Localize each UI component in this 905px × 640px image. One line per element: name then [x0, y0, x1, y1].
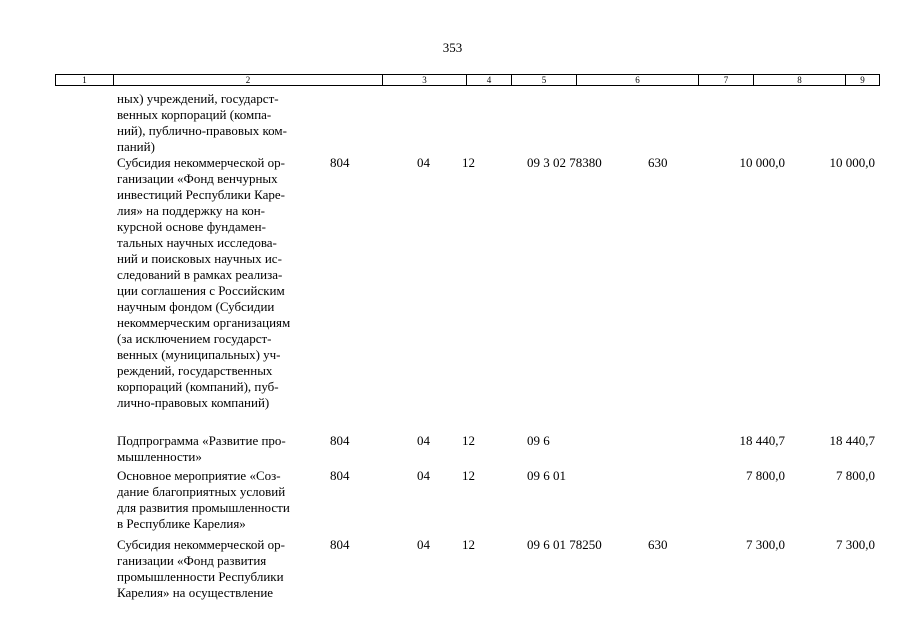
row-name-line: промышленности Республики: [117, 569, 284, 584]
row-name-line: венных (муниципальных) уч-: [117, 347, 281, 362]
continuation-line: венных корпораций (компа-: [117, 107, 272, 122]
cell-amount-1: 18 440,7: [739, 433, 785, 448]
row-name-line: Субсидия некоммерческой ор-: [117, 155, 285, 170]
row-name-line: тальных научных исследова-: [117, 235, 277, 250]
cell-amount-1: 7 800,0: [746, 468, 785, 483]
header-col-6: 6: [576, 75, 698, 85]
cell-chapter: 804: [330, 433, 350, 448]
row-name-line: Подпрограмма «Развитие про-: [117, 433, 286, 448]
cell-amount-2: 10 000,0: [829, 155, 875, 170]
row-name-line: мышленности»: [117, 449, 202, 464]
row-name-line: реждений, государственных: [117, 363, 273, 378]
cell-section: 04: [417, 155, 430, 170]
cell-target-article: 09 6: [527, 433, 550, 448]
continuation-line: паний): [117, 139, 155, 154]
header-col-5: 5: [511, 75, 576, 85]
cell-amount-1: 7 300,0: [746, 537, 785, 552]
header-col-3: 3: [382, 75, 466, 85]
row-name-line: дание благоприятных условий: [117, 484, 286, 499]
row-name-line: ганизации «Фонд венчурных: [117, 171, 278, 186]
row-name-line: ний и поисковых научных ис-: [117, 251, 282, 266]
row-name-line: ганизации «Фонд развития: [117, 553, 267, 568]
cell-subsection: 12: [462, 155, 475, 170]
row-name-line: лично-правовых компаний): [117, 395, 270, 410]
cell-section: 04: [417, 433, 430, 448]
continuation-line: ний), публично-правовых ком-: [117, 123, 287, 138]
cell-amount-2: 7 300,0: [836, 537, 875, 552]
continuation-line: ных) учреждений, государст-: [117, 91, 279, 106]
header-col-2: 2: [113, 75, 382, 85]
row-name-line: Субсидия некоммерческой ор-: [117, 537, 285, 552]
cell-amount-2: 7 800,0: [836, 468, 875, 483]
row-name-line: инвестиций Республики Каре-: [117, 187, 285, 202]
cell-subsection: 12: [462, 468, 475, 483]
cell-amount-2: 18 440,7: [829, 433, 875, 448]
cell-subsection: 12: [462, 537, 475, 552]
row-name-line: курсной основе фундамен-: [117, 219, 266, 234]
row-name-line: для развития промышленности: [117, 500, 290, 515]
row-name-line: некоммерческим организациям: [117, 315, 291, 330]
row-name-line: Основное мероприятие «Соз-: [117, 468, 281, 483]
row-name-line: лия» на поддержку на кон-: [117, 203, 266, 218]
cell-expense-type: 630: [648, 155, 668, 170]
header-col-4: 4: [466, 75, 511, 85]
row-name-line: научным фондом (Субсидии: [117, 299, 275, 314]
header-col-8: 8: [753, 75, 845, 85]
cell-chapter: 804: [330, 155, 350, 170]
cell-section: 04: [417, 468, 430, 483]
row-name-line: в Республике Карелия»: [117, 516, 246, 531]
table-header: [55, 74, 880, 86]
cell-target-article: 09 3 02 78380: [527, 155, 602, 170]
cell-amount-1: 10 000,0: [739, 155, 785, 170]
row-name-line: следований в рамках реализа-: [117, 267, 283, 282]
cell-subsection: 12: [462, 433, 475, 448]
cell-chapter: 804: [330, 537, 350, 552]
cell-target-article: 09 6 01: [527, 468, 566, 483]
header-col-7: 7: [698, 75, 753, 85]
row-name-line: корпораций (компаний), пуб-: [117, 379, 279, 394]
row-name-line: Карелия» на осуществление: [117, 585, 274, 600]
cell-expense-type: 630: [648, 537, 668, 552]
header-col-1: 1: [82, 75, 87, 85]
cell-chapter: 804: [330, 468, 350, 483]
page-number: 353: [442, 40, 463, 55]
cell-target-article: 09 6 01 78250: [527, 537, 602, 552]
row-name-line: (за исключением государст-: [117, 331, 272, 346]
header-col-9: 9: [845, 75, 879, 85]
cell-section: 04: [417, 537, 430, 552]
row-name-line: ции соглашения с Российским: [117, 283, 285, 298]
